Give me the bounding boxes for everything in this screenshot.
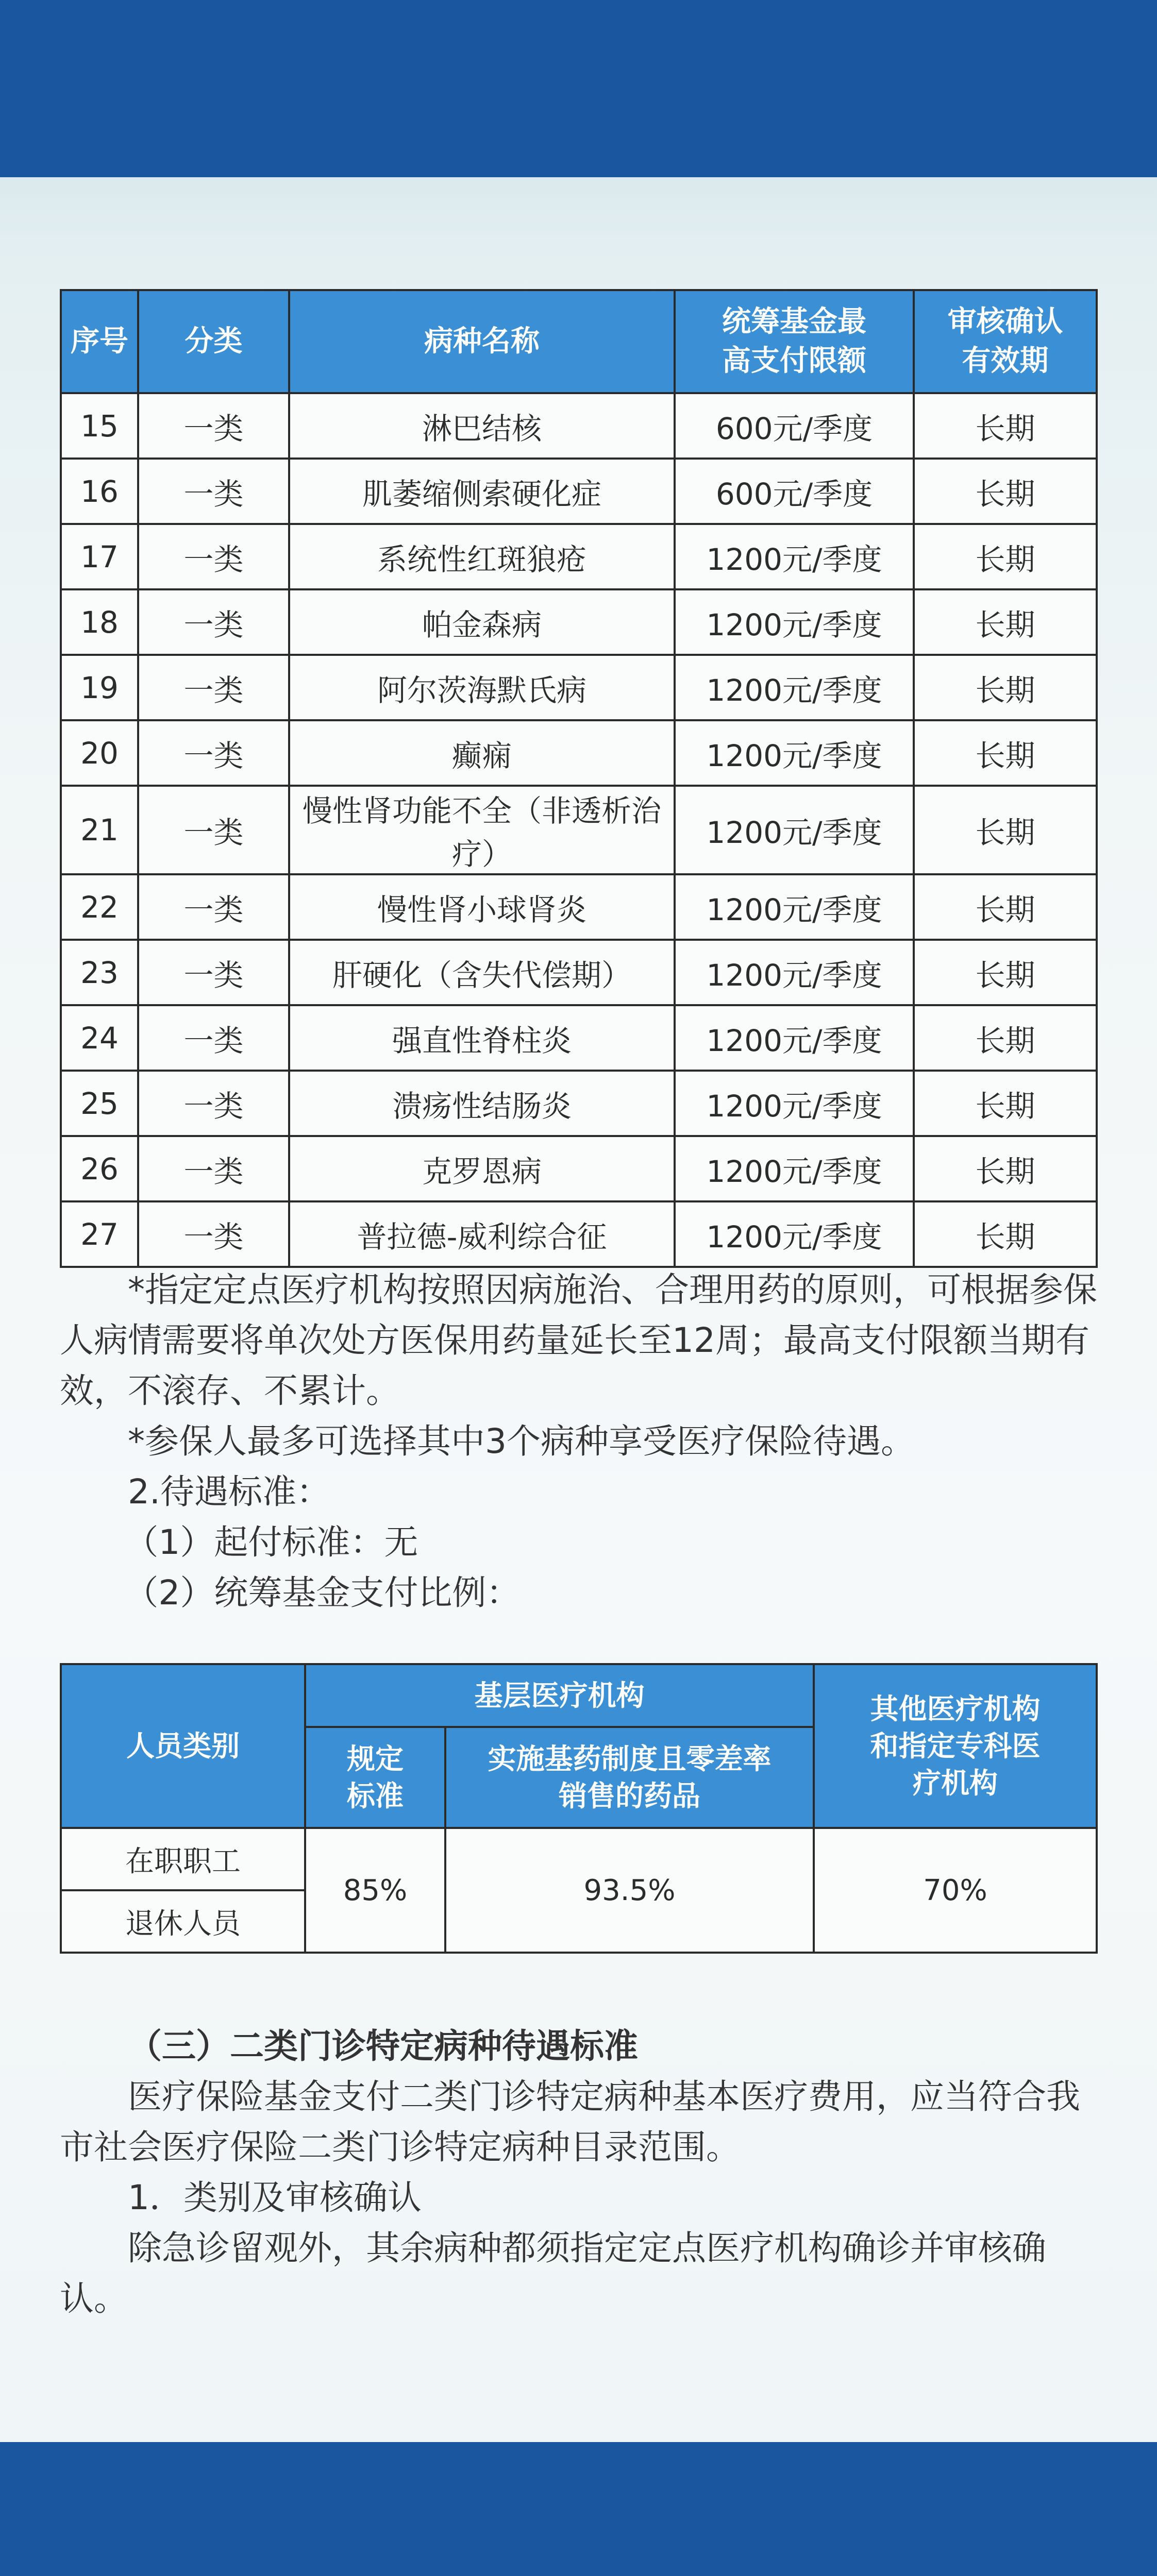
row-disease-name: 强直性脊柱炎 (289, 1005, 675, 1071)
row-no: 20 (61, 720, 138, 786)
row-no: 24 (61, 1005, 138, 1071)
table-row (61, 1071, 1097, 1136)
table-row (61, 1201, 1097, 1267)
row-no: 16 (61, 459, 138, 524)
table-row (61, 589, 1097, 655)
row-disease-name: 溃疡性结肠炎 (289, 1071, 675, 1136)
value-zero-markup: 93.5% (445, 1828, 814, 1953)
row-disease-name: 慢性肾小球肾炎 (289, 874, 675, 940)
row-max-payment: 1200元/季度 (675, 786, 914, 874)
value-other: 70% (814, 1828, 1097, 1953)
ratio-header-row-1 (61, 1664, 1097, 1727)
section-three (60, 2021, 1106, 2324)
row-validity: 长期 (914, 589, 1097, 655)
row-no: 25 (61, 1071, 138, 1136)
row-no: 21 (61, 786, 138, 874)
row-validity: 长期 (914, 393, 1097, 459)
row-max-payment: 1200元/季度 (675, 1005, 914, 1071)
row-category: 一类 (138, 1136, 289, 1201)
table-row (61, 1136, 1097, 1201)
row-category: 一类 (138, 393, 289, 459)
notes-block (60, 1265, 1106, 1618)
row-max-payment: 1200元/季度 (675, 524, 914, 589)
row-max-payment: 600元/季度 (675, 393, 914, 459)
row-disease-name: 癫痫 (289, 720, 675, 786)
table-row (61, 393, 1097, 459)
row-no: 26 (61, 1136, 138, 1201)
item-payment-ratio: （2）统筹基金支付比例： (124, 1573, 521, 1613)
section-three-title: （三）二类门诊特定病种待遇标准 (128, 2026, 638, 2066)
header-max-payment: 统筹基金最 高支付限额 (675, 290, 914, 393)
row-category: 一类 (138, 786, 289, 874)
payment-ratio-table (60, 1663, 1098, 1954)
row-category: 一类 (138, 1201, 289, 1267)
row-no: 23 (61, 940, 138, 1005)
header-validity: 审核确认 有效期 (914, 290, 1097, 393)
row-no: 22 (61, 874, 138, 940)
section-three-para-2: 除急诊留观外，其余病种都须指定定点医疗机构确诊并审核确认。 (60, 2228, 1046, 2318)
label-employed: 在职职工 (61, 1828, 305, 1890)
row-no: 17 (61, 524, 138, 589)
table-row (61, 786, 1097, 874)
header-disease-name: 病种名称 (289, 290, 675, 393)
section-three-item-1: 1．类别及审核确认 (128, 2178, 422, 2217)
header-category: 分类 (138, 290, 289, 393)
row-validity: 长期 (914, 1071, 1097, 1136)
row-no: 15 (61, 393, 138, 459)
section-three-para-1: 医疗保险基金支付二类门诊特定病种基本医疗费用，应当符合我市社会医疗保险二类门诊特定病种目录范围。 (60, 2077, 1080, 2167)
item-benefit-standard: 2.待遇标准： (128, 1472, 330, 1512)
row-validity: 长期 (914, 459, 1097, 524)
row-max-payment: 1200元/季度 (675, 1136, 914, 1201)
table-row (61, 940, 1097, 1005)
row-validity: 长期 (914, 1005, 1097, 1071)
bottom-banner (0, 2442, 1157, 2576)
note-prescription: *指定定点医疗机构按照因病施治、合理用药的原则，可根据参保人病情需要将单次处方医保用药量延长至12周；最高支付限额当期有效，不滚存、不累计。 (60, 1270, 1097, 1411)
row-disease-name: 肝硬化（含失代偿期） (289, 940, 675, 1005)
row-max-payment: 1200元/季度 (675, 874, 914, 940)
row-no: 19 (61, 655, 138, 720)
item-deductible: （1）起付标准：无 (124, 1522, 418, 1562)
row-validity: 长期 (914, 1136, 1097, 1201)
row-validity: 长期 (914, 524, 1097, 589)
table-header-row (61, 290, 1097, 393)
header-zero-markup: 实施基药制度且零差率 销售的药品 (445, 1727, 814, 1828)
table-row (61, 655, 1097, 720)
table-row (61, 524, 1097, 589)
row-category: 一类 (138, 1071, 289, 1136)
disease-table (60, 289, 1098, 1268)
label-retired: 退休人员 (61, 1890, 305, 1953)
row-category: 一类 (138, 1005, 289, 1071)
row-disease-name: 慢性肾功能不全（非透析治疗） (289, 786, 675, 874)
row-category: 一类 (138, 589, 289, 655)
row-disease-name: 阿尔茨海默氏病 (289, 655, 675, 720)
row-validity: 长期 (914, 786, 1097, 874)
row-max-payment: 1200元/季度 (675, 1071, 914, 1136)
row-disease-name: 普拉德-威利综合征 (289, 1201, 675, 1267)
row-validity: 长期 (914, 940, 1097, 1005)
note-max-diseases: *参保人最多可选择其中3个病种享受医疗保险待遇。 (128, 1421, 915, 1461)
row-max-payment: 1200元/季度 (675, 940, 914, 1005)
row-disease-name: 帕金森病 (289, 589, 675, 655)
row-validity: 长期 (914, 720, 1097, 786)
top-banner (0, 0, 1157, 177)
row-validity: 长期 (914, 655, 1097, 720)
row-disease-name: 淋巴结核 (289, 393, 675, 459)
row-max-payment: 600元/季度 (675, 459, 914, 524)
table-row (61, 874, 1097, 940)
ratio-row-employed (61, 1828, 1097, 1890)
row-category: 一类 (138, 459, 289, 524)
row-max-payment: 1200元/季度 (675, 1201, 914, 1267)
row-category: 一类 (138, 655, 289, 720)
value-regulated: 85% (305, 1828, 445, 1953)
row-category: 一类 (138, 940, 289, 1005)
header-no: 序号 (61, 290, 138, 393)
header-regulated-standard: 规定 标准 (305, 1727, 445, 1828)
row-validity: 长期 (914, 1201, 1097, 1267)
row-category: 一类 (138, 874, 289, 940)
row-disease-name: 克罗恩病 (289, 1136, 675, 1201)
row-no: 18 (61, 589, 138, 655)
row-max-payment: 1200元/季度 (675, 655, 914, 720)
table-row (61, 459, 1097, 524)
header-grassroots: 基层医疗机构 (305, 1664, 814, 1727)
table-row (61, 720, 1097, 786)
row-no: 27 (61, 1201, 138, 1267)
header-person-type: 人员类别 (61, 1664, 305, 1828)
row-max-payment: 1200元/季度 (675, 589, 914, 655)
row-disease-name: 肌萎缩侧索硬化症 (289, 459, 675, 524)
row-validity: 长期 (914, 874, 1097, 940)
row-disease-name: 系统性红斑狼疮 (289, 524, 675, 589)
header-other-institutions: 其他医疗机构 和指定专科医 疗机构 (814, 1664, 1097, 1828)
row-category: 一类 (138, 524, 289, 589)
table-row (61, 1005, 1097, 1071)
row-max-payment: 1200元/季度 (675, 720, 914, 786)
row-category: 一类 (138, 720, 289, 786)
